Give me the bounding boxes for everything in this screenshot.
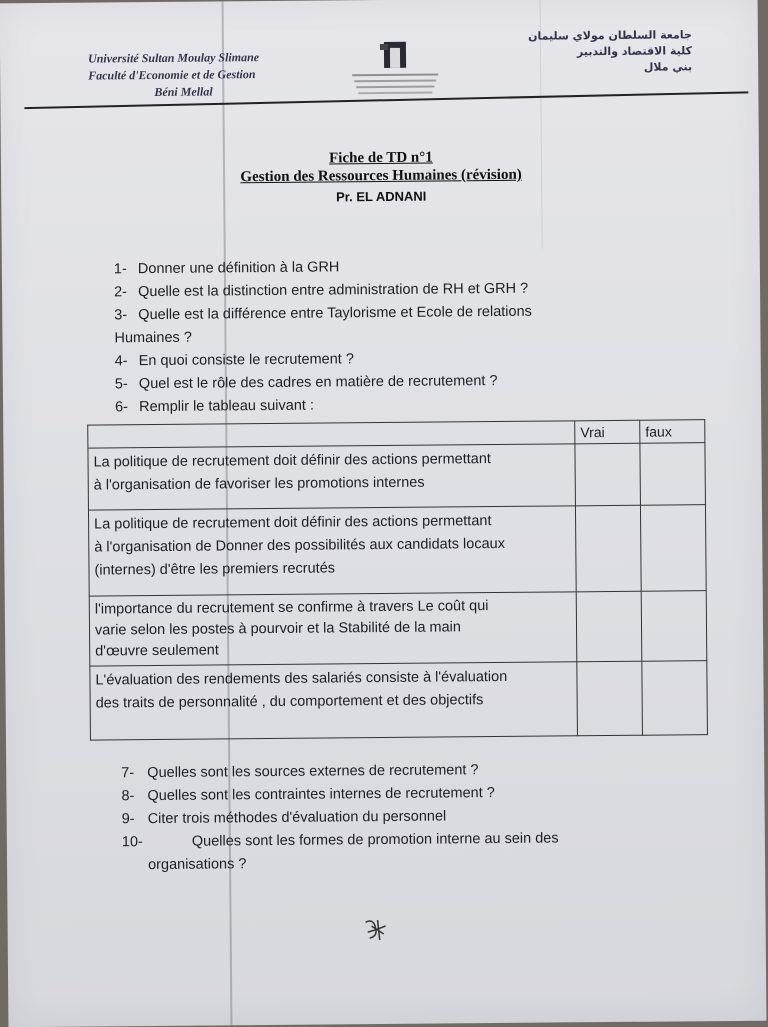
question-text: organisations ? bbox=[148, 856, 247, 874]
signature-mark bbox=[360, 914, 390, 944]
question-item bbox=[114, 300, 634, 328]
question-number: 9- bbox=[121, 811, 135, 828]
question-text: Donner une définition à la GRH bbox=[137, 259, 340, 278]
question-continuation bbox=[122, 850, 662, 878]
table-row bbox=[88, 505, 706, 596]
question-number: 8- bbox=[121, 788, 135, 805]
false-answer-cell[interactable] bbox=[641, 591, 707, 662]
statement-line: L'évaluation des rendements des salariés consiste à l'évaluation bbox=[95, 668, 508, 689]
question-text: Quelles sont les formes de promotion interne au sein des bbox=[191, 830, 559, 850]
question-text: Remplir le tableau suivant : bbox=[139, 397, 315, 416]
true-answer-cell[interactable] bbox=[575, 443, 641, 506]
question-number: 4- bbox=[114, 353, 128, 370]
city-ar: بني ملال bbox=[643, 60, 693, 74]
question-list-2 bbox=[121, 758, 662, 878]
question-number: 5- bbox=[114, 376, 128, 393]
header-french bbox=[88, 49, 259, 101]
statement-line: à l'organisation de favoriser les promotions internes bbox=[93, 474, 425, 494]
statement-line: La politique de recrutement doit définir des actions permettant bbox=[94, 513, 492, 533]
table-row bbox=[88, 443, 706, 510]
statement-line: des traits de personnalité , du comportement et des objectifs bbox=[95, 692, 484, 712]
statement-line: La politique de recrutement doit définir des actions permettant bbox=[93, 451, 491, 471]
faculty-name-fr: Faculté d'Economie et de Gestion bbox=[88, 67, 256, 83]
university-name-fr: Université Sultan Moulay Slimane bbox=[87, 50, 260, 66]
question-text: Quelle est la distinction entre administration de RH et GRH ? bbox=[138, 280, 529, 301]
table-header-true: Vrai bbox=[575, 420, 640, 444]
false-answer-cell[interactable] bbox=[640, 443, 706, 506]
question-text: Humaines ? bbox=[114, 329, 192, 347]
true-answer-cell[interactable] bbox=[577, 661, 643, 736]
question-number: 3- bbox=[114, 307, 128, 324]
false-answer-cell[interactable] bbox=[642, 661, 708, 736]
question-item bbox=[122, 827, 662, 855]
question-number: 10- bbox=[121, 834, 143, 851]
university-logo bbox=[344, 39, 445, 104]
header-arabic bbox=[528, 27, 692, 76]
university-name-ar: جامعة السلطان مولاي سليمان bbox=[528, 28, 692, 43]
city-fr: Béni Mellal bbox=[154, 84, 213, 99]
true-answer-cell[interactable] bbox=[576, 591, 642, 662]
statement-cell bbox=[89, 592, 577, 666]
statement-cell bbox=[88, 506, 576, 596]
statement-line: (internes) d'être les premiers recrutés bbox=[94, 560, 336, 579]
statement-line: à l'organisation de Donner des possibilités aux candidats locaux bbox=[94, 535, 505, 556]
title-block bbox=[171, 148, 591, 206]
question-text: Quelles sont les sources externes de recrutement ? bbox=[147, 762, 479, 782]
question-number: 1- bbox=[113, 261, 127, 278]
true-answer-cell[interactable] bbox=[575, 505, 641, 592]
question-number: 2- bbox=[114, 284, 128, 301]
statement-cell bbox=[90, 662, 578, 740]
statement-line: d'œuvre seulement bbox=[95, 642, 219, 660]
question-text: Citer trois méthodes d'évaluation du personnel bbox=[147, 808, 447, 828]
statement-cell bbox=[88, 444, 576, 510]
course-title: Gestion des Ressources Humaines (révision) bbox=[240, 166, 522, 186]
statement-line: varie selon les postes à pourvoir et la Stabilité de la main bbox=[94, 619, 462, 639]
question-text: En quoi consiste le recrutement ? bbox=[138, 351, 354, 370]
question-number: 7- bbox=[121, 765, 135, 782]
question-number: 6- bbox=[115, 399, 129, 416]
table-row bbox=[90, 661, 708, 740]
worksheet-title: Fiche de TD n°1 bbox=[329, 149, 433, 167]
question-list-1 bbox=[114, 254, 635, 420]
table-row bbox=[89, 591, 707, 666]
true-false-table bbox=[87, 419, 708, 740]
professor-name: Pr. EL ADNANI bbox=[336, 188, 427, 205]
question-item bbox=[115, 392, 635, 420]
statement-line: l'importance du recrutement se confirme à travers Le coût qui bbox=[94, 598, 489, 618]
table-header-false: faux bbox=[640, 420, 705, 444]
false-answer-cell[interactable] bbox=[640, 505, 706, 592]
question-text: Quelles sont les contraintes internes de recrutement ? bbox=[147, 785, 495, 805]
faculty-name-ar: كلية الاقتصاد والتدبير bbox=[576, 44, 693, 59]
question-text: Quel est le rôle des cadres en matière de recrutement ? bbox=[138, 372, 498, 393]
question-text: Quelle est la différence entre Taylorisme et Ecole de relations bbox=[138, 303, 532, 324]
